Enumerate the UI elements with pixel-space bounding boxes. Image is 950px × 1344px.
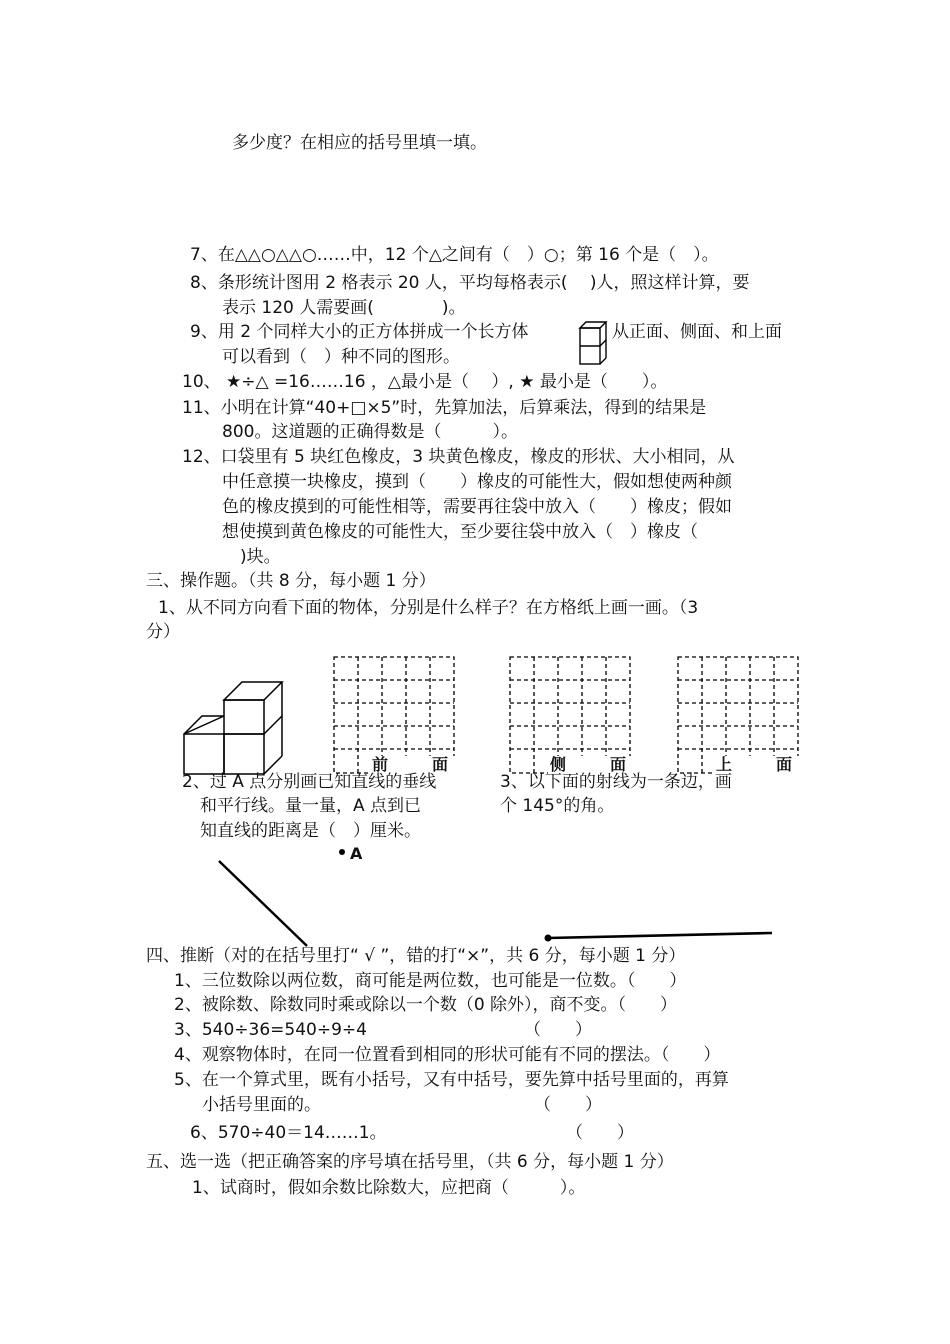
question-12-line-2: 中任意摸一块橡皮，摸到（ ）橡皮的可能性大，假如想使两种颜 (222, 472, 732, 492)
judge-item-2: 2、被除数、除数同时乘或除以一个数（0 除外），商不变。（ ） (174, 995, 678, 1015)
question-7: 7、在△△○△△○……中，12 个△之间有（ ）○；第 16 个是（ ）。 (190, 245, 719, 265)
question-12-line-5: )块。 (240, 547, 281, 567)
operation-q1-line-2: 分） (146, 622, 180, 642)
question-9-line-2: 可以看到（ ）种不同的图形。 (222, 347, 460, 367)
question-11-line-2: 800。这道题的正确得数是（ ）。 (222, 422, 518, 442)
point-a-dot (338, 848, 346, 856)
question-8-line-2: 表示 120 人需要画( )。 (222, 298, 466, 318)
judge-item-5-line-2: 小括号里面的。 (202, 1095, 321, 1115)
section-5-heading: 五、选一选（把正确答案的序号填在括号里，（共 6 分，每小题 1 分） (146, 1152, 674, 1172)
operation-q3-line-1: 3、以下面的射线为一条边，画 (500, 772, 732, 792)
given-ray (542, 928, 774, 944)
operation-q3-line-2: 个 145°的角。 (500, 796, 615, 816)
question-12-line-1: 12、口袋里有 5 块红色橡皮，3 块黄色橡皮，橡皮的形状、大小相同，从 (182, 447, 735, 467)
judge-item-3-bracket[interactable]: （ ） (524, 1020, 592, 1040)
section-3-heading: 三、操作题。（共 8 分，每小题 1 分） (146, 571, 436, 591)
judge-item-3: 3、540÷36=540÷9÷4 (174, 1020, 367, 1040)
judge-item-6-bracket[interactable]: （ ） (566, 1123, 634, 1143)
choice-item-1: 1、试商时，假如余数比除数大，应把商（ ）。 (192, 1178, 586, 1198)
question-12-line-4: 想使摸到黄色橡皮的可能性大，至少要往袋中放入（ ）橡皮（ (222, 522, 698, 542)
grid-label-side: 侧 面 (550, 755, 641, 774)
operation-q2-line-2: 和平行线。量一量，A 点到已 (200, 796, 422, 816)
operation-q1-line-1: 1、从不同方向看下面的物体，分别是什么样子？在方格纸上画一画。（3 (158, 598, 699, 618)
judge-item-1: 1、三位数除以两位数，商可能是两位数，也可能是一位数。（ ） (174, 971, 687, 991)
question-8-line-1: 8、条形统计图用 2 格表示 20 人，平均每格表示( )人，照这样计算，要 (190, 273, 750, 293)
section-4-heading: 四、推断（对的在括号里打“ √ ”，错的打“×”，共 6 分，每小题 1 分） (146, 946, 686, 966)
judge-item-4: 4、观察物体时，在同一位置看到相同的形状可能有不同的摆法。（ ） (174, 1045, 721, 1065)
question-12-line-3: 色的橡皮摸到的可能性相等，需要再往袋中放入（ ）橡皮；假如 (222, 497, 732, 517)
grid-label-top: 上 面 (716, 755, 807, 774)
cuboid-icon (578, 320, 608, 366)
given-straight-line (215, 858, 315, 948)
operation-q2-line-3: 知直线的距离是（ ）厘米。 (200, 821, 421, 841)
question-9-line-1b: 从正面、侧面、和上面 (612, 322, 782, 342)
point-a-label: A (350, 844, 363, 863)
question-9-line-1a: 9、用 2 个同样大小的正方体拼成一个长方体 (190, 322, 529, 342)
question-11-line-1: 11、小明在计算“40+□×5”时，先算加法，后算乘法，得到的结果是 (182, 398, 707, 418)
judge-item-5-bracket[interactable]: （ ） (534, 1095, 602, 1115)
grid-label-front: 前 面 (372, 755, 463, 774)
operation-q2-line-1: 2、过 A 点分别画已知直线的垂线 (182, 772, 437, 792)
stacked-cubes-figure (180, 676, 292, 776)
judge-item-5-line-1: 5、在一个算式里，既有小括号，又有中括号，要先算中括号里面的，再算 (174, 1070, 729, 1090)
judge-item-6: 6、570÷40＝14……1。 (190, 1123, 387, 1143)
question-10: 10、 ★÷△ =16……16 ，△最小是（ ）, ★ 最小是（ ）。 (182, 372, 668, 392)
continued-question-text: 多少度？在相应的括号里填一填。 (232, 133, 487, 153)
